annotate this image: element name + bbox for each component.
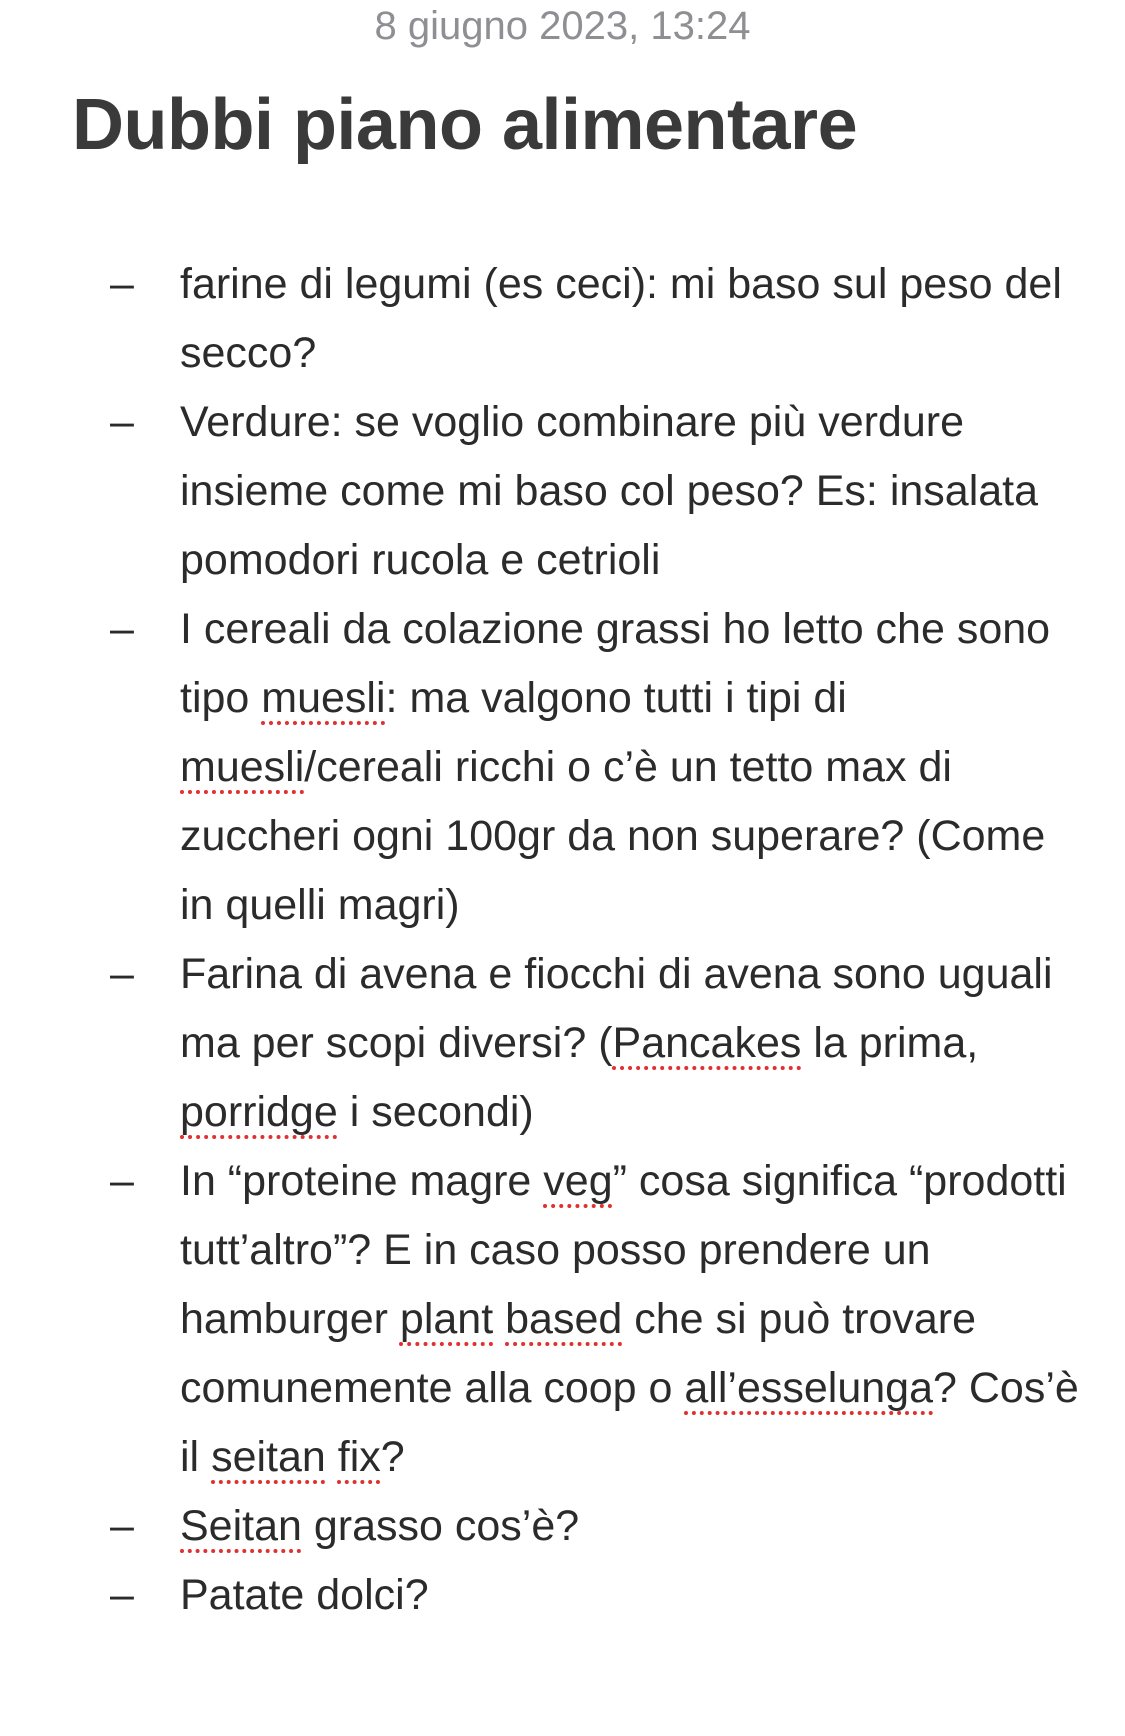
misspelled-word[interactable]: based [505, 1295, 623, 1343]
list-item[interactable] [0, 388, 1125, 595]
list-item[interactable] [0, 1492, 1125, 1561]
item-text: la prima, [801, 1019, 979, 1067]
misspelled-word[interactable]: muesli [261, 674, 386, 722]
note-title[interactable]: Dubbi piano alimentare [72, 85, 858, 165]
item-text: : ma valgono tutti i tipi di [385, 674, 847, 722]
bullet-dash: – [110, 950, 134, 998]
misspelled-word[interactable]: fix [337, 1433, 381, 1481]
list-item[interactable] [0, 595, 1125, 940]
bullet-dash: – [110, 1157, 134, 1205]
item-text: che si può trovare comunemente alla coop o [180, 1295, 977, 1412]
item-text: In “proteine magre [180, 1157, 544, 1205]
item-text: /cereali ricchi o c’è un tetto max di zuccheri ogni 100gr da non superare? (Come in quelli magri) [180, 743, 1046, 929]
item-text: i secondi) [337, 1088, 534, 1136]
item-text [326, 1433, 338, 1481]
misspelled-word[interactable]: plant [399, 1295, 494, 1343]
misspelled-word[interactable]: Seitan [180, 1502, 302, 1550]
bullet-dash: – [110, 1502, 134, 1550]
item-text [493, 1295, 505, 1343]
item-text: ? Cos’è il [180, 1364, 1079, 1481]
bullet-dash: – [110, 398, 134, 446]
list-item[interactable] [0, 940, 1125, 1147]
bullet-dash: – [110, 1571, 134, 1619]
bullet-dash: – [110, 605, 134, 653]
item-text: grasso cos’è? [301, 1502, 580, 1550]
item-text: Farina di avena e fiocchi di avena sono uguali ma per scopi diversi? ( [180, 950, 1053, 1067]
list-item[interactable] [0, 250, 1125, 388]
misspelled-word[interactable]: seitan [211, 1433, 326, 1481]
misspelled-word[interactable]: Pancakes [612, 1019, 802, 1067]
misspelled-word[interactable]: veg [543, 1157, 613, 1205]
misspelled-word[interactable]: porridge [180, 1088, 338, 1136]
note-bullet-list[interactable] [0, 250, 1125, 1630]
list-item[interactable] [0, 1147, 1125, 1492]
misspelled-word[interactable]: all’esselunga [684, 1364, 933, 1412]
item-text: Patate dolci? [180, 1571, 429, 1619]
bullet-dash: – [110, 260, 134, 308]
note-date: 8 giugno 2023, 13:24 [374, 4, 751, 48]
item-text: ” cosa significa “prodotti tutt’altro”? E in caso posso prendere un hamburger [180, 1157, 1067, 1343]
item-text: farine di legumi (es ceci): mi baso sul peso del secco? [180, 260, 1062, 377]
item-text: ? [380, 1433, 405, 1481]
misspelled-word[interactable]: muesli [180, 743, 305, 791]
item-text: I cereali da colazione grassi ho letto che sono tipo [180, 605, 1051, 722]
item-text: Verdure: se voglio combinare più verdure insieme come mi baso col peso? Es: insalata pomodori rucola e cetrioli [180, 398, 1039, 584]
list-item[interactable] [0, 1561, 1125, 1630]
